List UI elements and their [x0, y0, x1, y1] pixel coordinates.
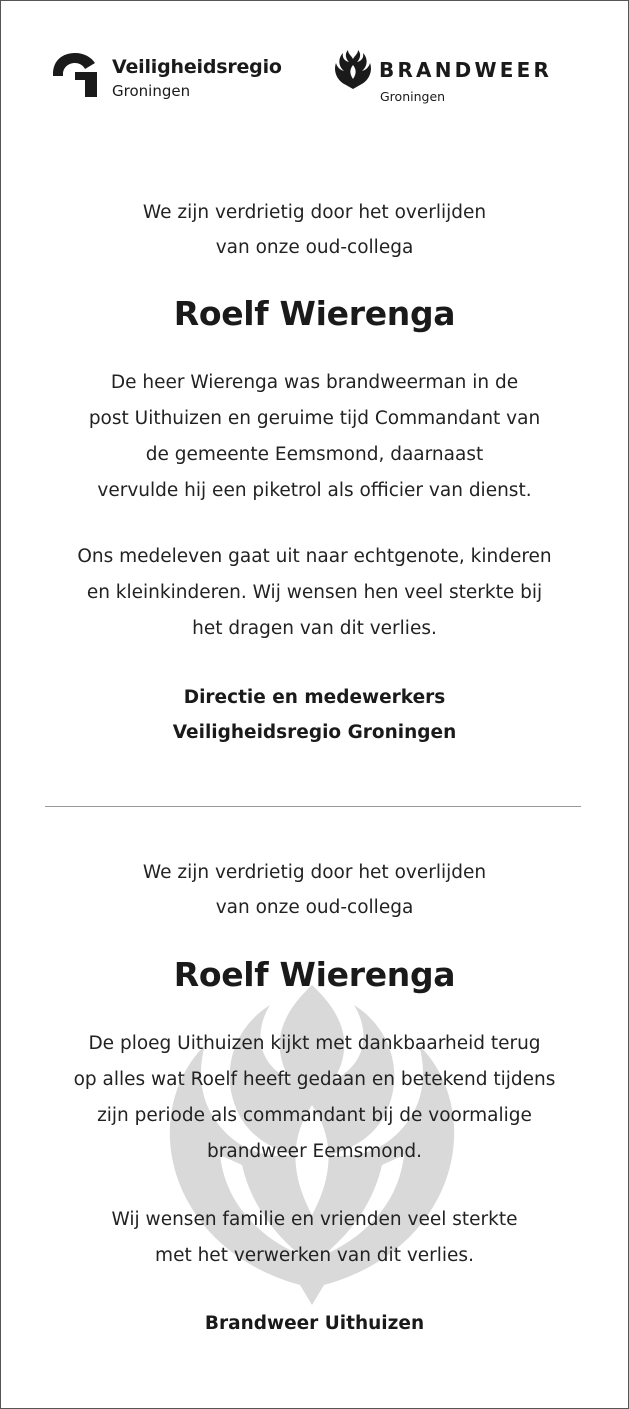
brandweer-logo: [332, 43, 572, 107]
veiligheidsregio-name: Veiligheidsregio: [112, 56, 282, 78]
logo-bar: [0, 40, 629, 110]
veiligheidsregio-g-icon: [51, 52, 101, 98]
notice1-paragraph2-line: Ons medeleven gaat uit naar echtgenote, kinderen: [77, 546, 552, 567]
notice2-paragraph1-line: brandweer Eemsmond.: [207, 1141, 422, 1162]
veiligheidsregio-logo: [51, 52, 281, 102]
notice2-signature-line: Brandweer Uithuizen: [204, 1313, 425, 1334]
notice2-paragraph1: [0, 1026, 629, 1170]
veiligheidsregio-sub: Groningen: [112, 82, 191, 100]
notice1-paragraph2: [0, 539, 629, 647]
notice2-paragraph1-line: zijn periode als commandant bij de voormalige: [97, 1105, 532, 1126]
notice1-paragraph1-line: De heer Wierenga was brandweerman in de: [110, 372, 519, 393]
notice1-deceased-name: Roelf Wierenga: [173, 294, 456, 333]
notice2-deceased-name: Roelf Wierenga: [173, 955, 456, 994]
section-divider: [45, 806, 581, 807]
notice1-intro-line: van onze oud-collega: [215, 237, 414, 258]
notice2-paragraph2-line: Wij wensen familie en vrienden veel sterkte: [111, 1209, 518, 1230]
notice2-paragraph2-line: met het verwerken van dit verlies.: [155, 1245, 474, 1266]
notice1-paragraph1-line: vervulde hij een piketrol als officier van dienst.: [97, 480, 532, 501]
notice2-intro-line: We zijn verdrietig door het overlijden: [142, 862, 487, 883]
brandweer-flame-icon: [332, 43, 374, 91]
notice2-paragraph2: [0, 1202, 629, 1274]
notice1-paragraph1: [0, 365, 629, 509]
notice2-paragraph1-line: op alles wat Roelf heeft gedaan en betekend tijdens: [73, 1069, 556, 1090]
notice1-paragraph2-line: en kleinkinderen. Wij wensen hen veel sterkte bij: [86, 582, 543, 603]
notice1-paragraph1-line: post Uithuizen en geruime tijd Commandant van: [88, 408, 541, 429]
notice2-signature: [0, 1306, 629, 1341]
brandweer-sub: Groningen: [380, 89, 446, 104]
notice2-intro-line: van onze oud-collega: [215, 897, 414, 918]
notice1-signature: [0, 680, 629, 750]
notice1-paragraph1-line: de gemeente Eemsmond, daarnaast: [145, 444, 484, 465]
notice1-signature-line: Veiligheidsregio Groningen: [172, 722, 457, 743]
notice2-paragraph1-line: De ploeg Uithuizen kijkt met dankbaarheid terug: [88, 1033, 541, 1054]
notice1-signature-line: Directie en medewerkers: [183, 687, 446, 708]
brandweer-name: BRANDWEER: [379, 58, 553, 82]
notice1-paragraph2-line: het dragen van dit verlies.: [192, 618, 437, 639]
notice1-intro: [0, 195, 629, 265]
notice1-intro-line: We zijn verdrietig door het overlijden: [142, 202, 487, 223]
notice2-intro: [0, 855, 629, 925]
